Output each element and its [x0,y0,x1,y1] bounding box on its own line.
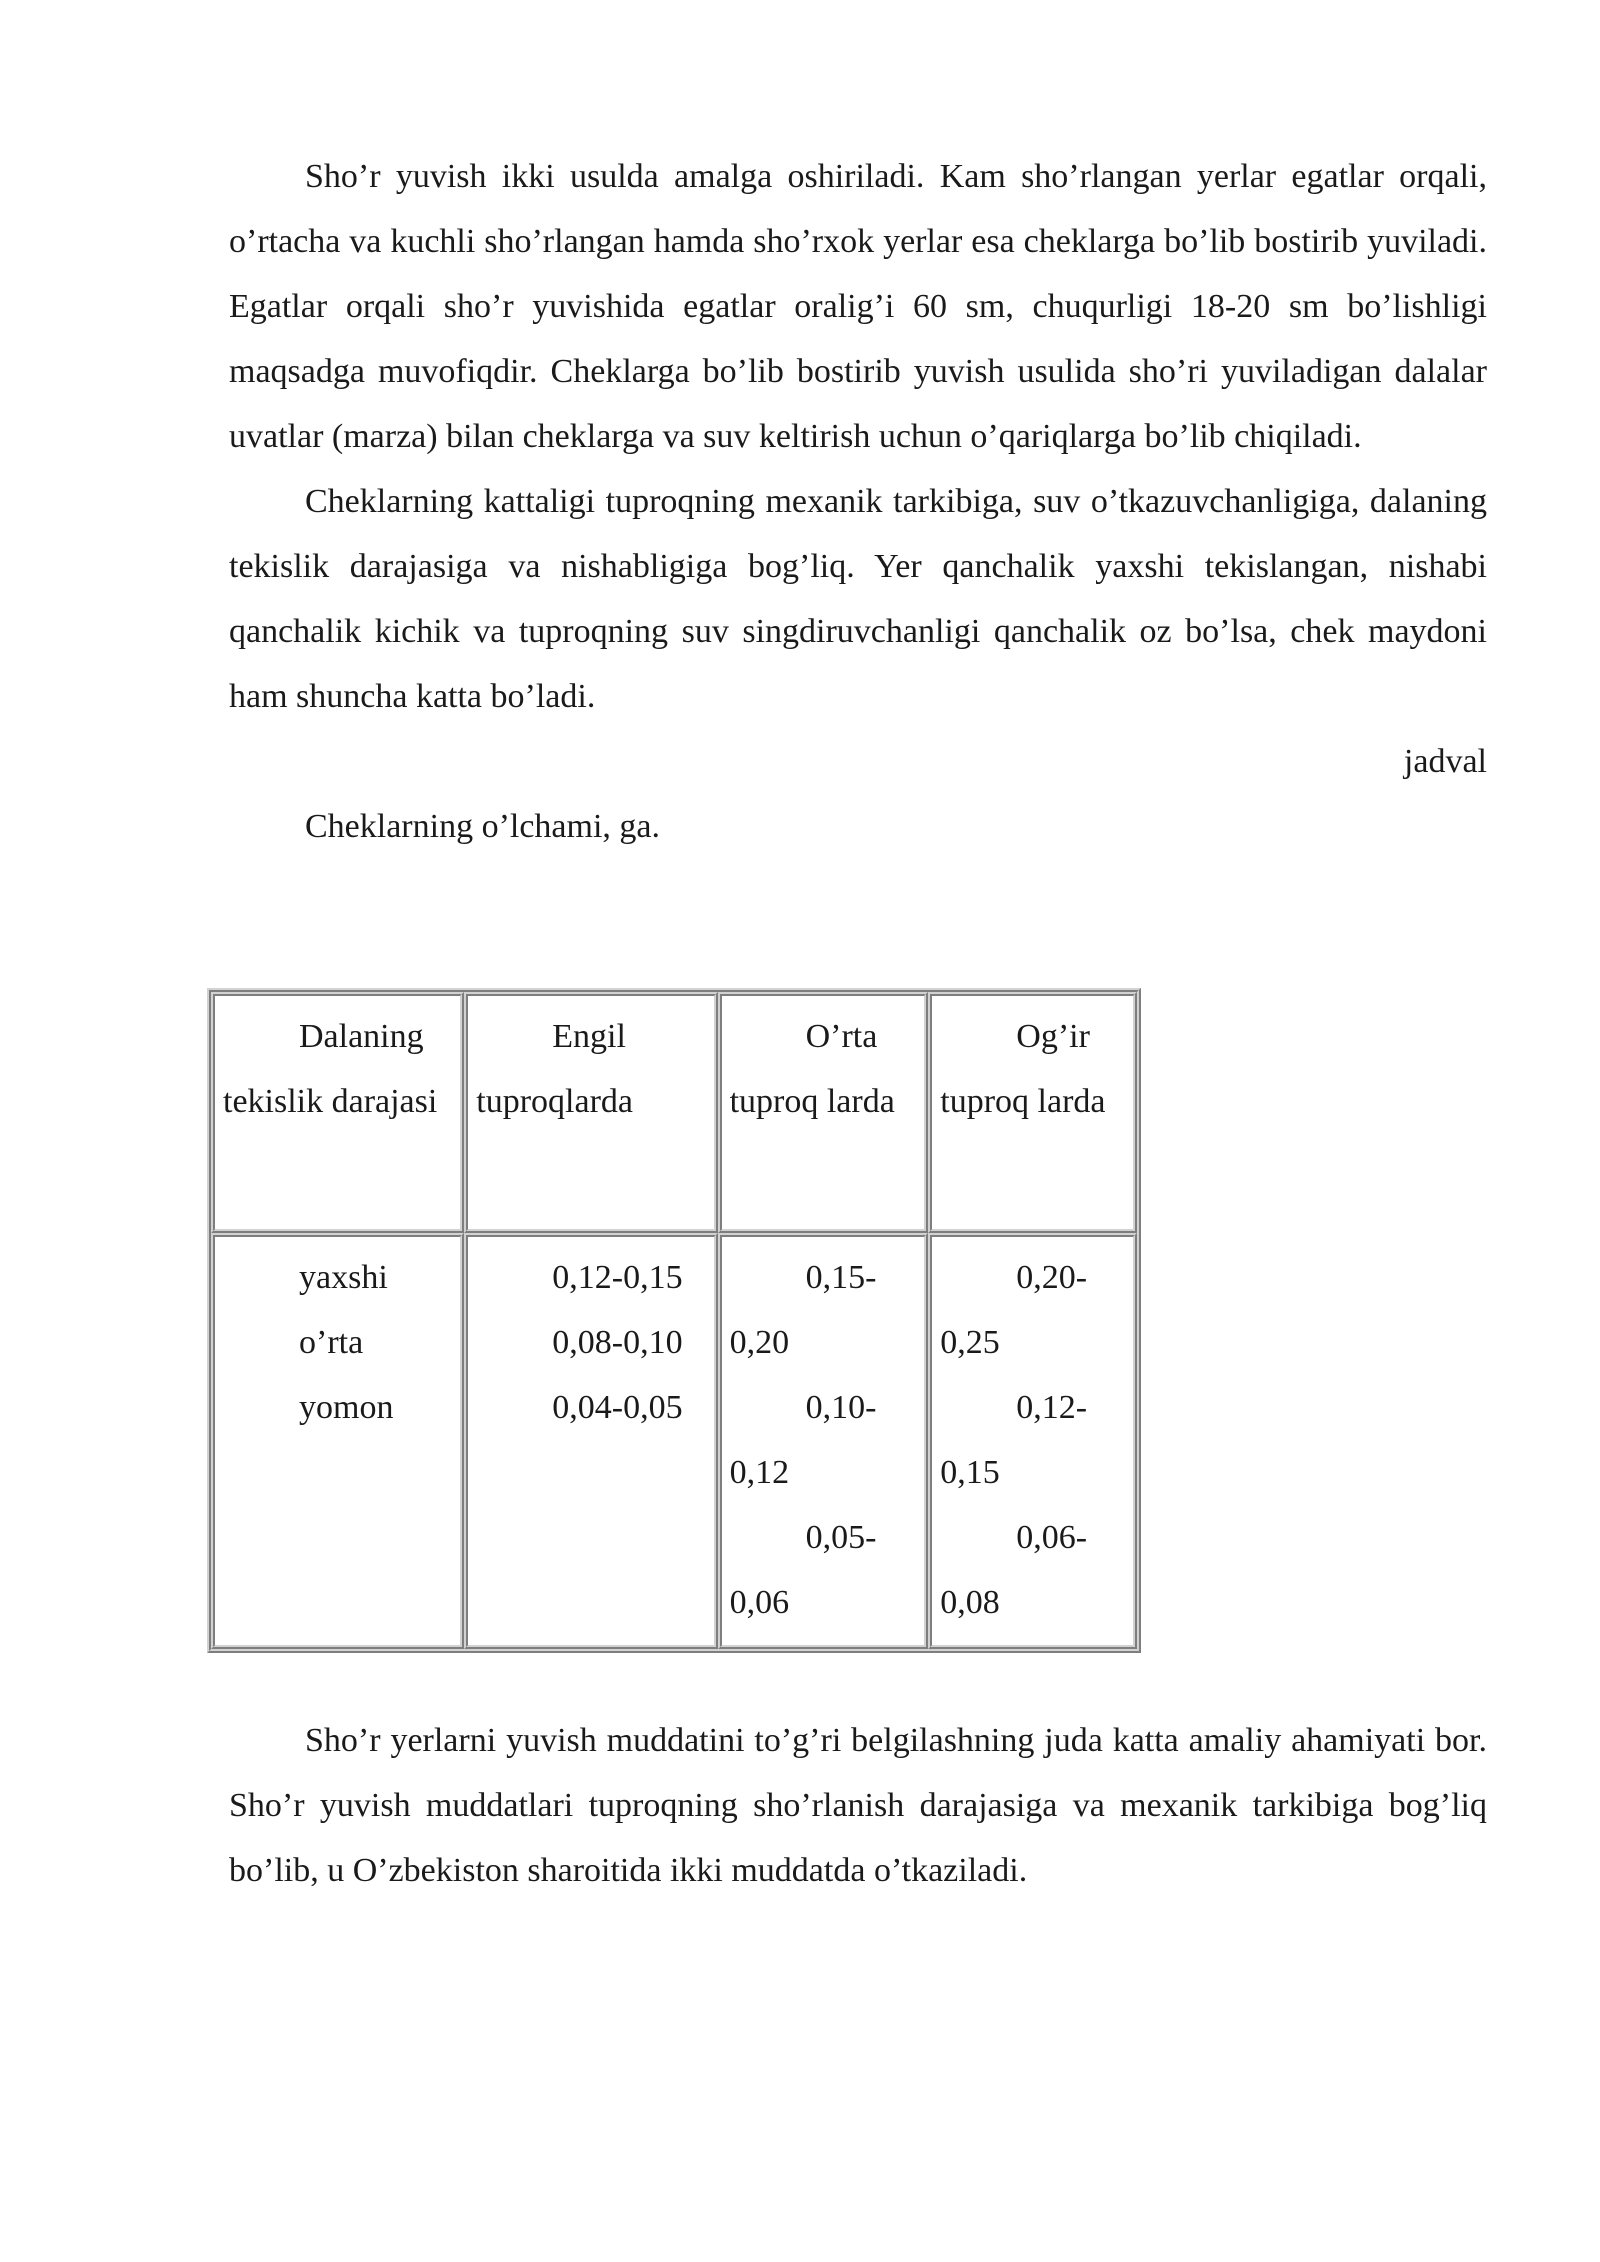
cell-heavy-values [928,1233,1137,1649]
heavy-value-medium: 0,12-0,15 [940,1389,1088,1491]
heavy-value-good: 0,20-0,25 [940,1259,1088,1361]
table-header-row [211,992,1137,1233]
paragraph-check-size: Cheklarning kattaligi tuproqning mexanik tarkibiga, suv o’tkazuvchanligiga, dalaning tekislik darajasiga va nishabligiga bog’liq. Yer qanchalik yaxshi tekislangan, nishabi qanchalik kichik va tuproqning suv singdiruvchanligi qanchalik oz bo’lsa, chek maydoni ham shuncha katta bo’ladi. [229,483,1487,715]
paragraph-washing-timing: Sho’r yerlarni yuvish muddatini to’g’ri belgilashning juda katta amaliy ahamiyati bor. Sho’r yuvish muddatlari tuproqning sho’rlanish darajasiga va mexanik tarkibiga bog’liq bo’lib, u O’zbekiston sharoitida ikki muddatda o’tkaziladi. [229,1722,1487,1889]
level-bad: yomon [299,1389,394,1426]
header-cell-heavy-soil: Og’ir tuproq larda [928,992,1137,1233]
light-value-bad: 0,04-0,05 [552,1389,683,1426]
data-table [211,992,1137,1649]
cell-levels [211,1233,464,1649]
medium-value-bad: 0,05-0,06 [729,1519,877,1621]
level-medium: o’rta [299,1324,364,1361]
paragraph-washing-methods: Sho’r yuvish ikki usulda amalga oshiriladi. Kam sho’rlangan yerlar egatlar orqali, o’rtacha va kuchli sho’rlangan hamda sho’rxok yerlar esa cheklarga bo’lib bostirib yuviladi. Egatlar orqali sho’r yuvishida egatlar oralig’i 60 sm, chuqurligi 18-20 sm bo’lishligi maqsadga muvofiqdir. Cheklarga bo’lib bostirib yuvish usulida sho’ri yuviladigan dalalar uvatlar (marza) bilan cheklarga va suv keltirish uchun o’qariqlarga bo’lib chiqiladi. [229,158,1487,455]
header-cell-medium-soil: O’rta tuproq larda [718,992,929,1233]
medium-value-medium: 0,10-0,12 [729,1389,877,1491]
bottom-text-block [229,1708,1487,1903]
light-value-medium: 0,08-0,10 [552,1324,683,1361]
table-label: jadval [1403,743,1487,780]
medium-value-good: 0,15-0,20 [729,1259,877,1361]
light-value-good: 0,12-0,15 [552,1259,683,1296]
header-cell-light-soil: Engil tuproqlarda [464,992,717,1233]
table-body-row [211,1233,1137,1649]
table-caption: Cheklarning o’lchami, ga. [305,808,661,845]
heavy-value-bad: 0,06-0,08 [940,1519,1088,1621]
header-cell-level: Dalaning tekislik darajasi [211,992,464,1233]
top-text-block [229,144,1487,859]
check-size-table [207,988,1141,1653]
level-good: yaxshi [299,1259,388,1296]
cell-light-values [464,1233,717,1649]
cell-medium-values [718,1233,929,1649]
